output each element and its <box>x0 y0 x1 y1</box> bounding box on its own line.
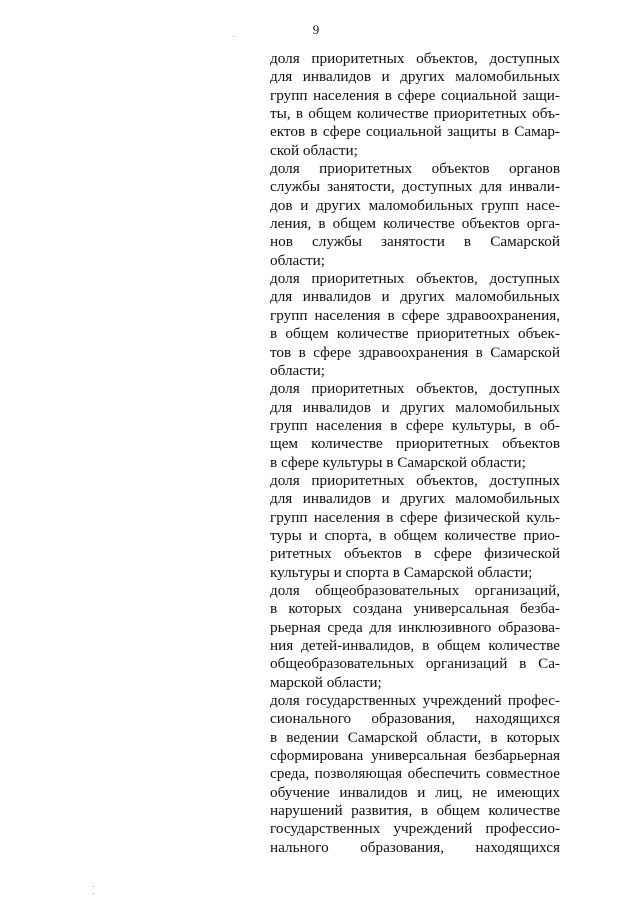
text-line: групп населения в сфере социальной защи- <box>270 86 560 104</box>
text-line: государственных учреждений профессио- <box>270 820 560 838</box>
text-line: нов службы занятости в Самарской <box>270 233 560 251</box>
text-line: доля приоритетных объектов, доступных <box>270 50 560 67</box>
text-line: для инвалидов и других маломобильных <box>270 398 560 416</box>
text-line: рьерная среда для инклюзивного образова- <box>270 618 560 636</box>
text-line: обучение инвалидов и лиц, не имеющих <box>270 783 560 801</box>
text-line: для инвалидов и других маломобильных <box>270 490 560 508</box>
text-line: доля государственных учреждений профес- <box>270 692 560 710</box>
text-line: в ведении Самарской области, в которых <box>270 728 560 746</box>
text-line: туры и спорта, в общем количестве прио- <box>270 526 560 544</box>
scan-speck <box>93 893 94 894</box>
text-line: ектов в сфере социальной защиты в Самар- <box>270 123 560 141</box>
text-line: для инвалидов и других маломобильных <box>270 68 560 86</box>
text-line: области; <box>270 251 325 269</box>
text-line: тов в сфере здравоохранения в Самарской <box>270 343 560 361</box>
text-line: сионального образования, находящихся <box>270 710 560 728</box>
text-line: групп населения в сфере культуры, в об- <box>270 416 560 434</box>
text-line: групп населения в сфере здравоохранения, <box>270 306 560 324</box>
text-line: службы занятости, доступных для инвали- <box>270 178 560 196</box>
text-line: ритетных объектов в сфере физической <box>270 545 560 563</box>
text-line: в общем количестве приоритетных объек- <box>270 325 560 343</box>
text-line: ты, в общем количестве приоритетных объ- <box>270 105 560 123</box>
text-line: в сфере культуры в Самарской области; <box>270 453 526 471</box>
text-line: сформирована универсальная безбарьерная <box>270 747 560 765</box>
text-line: марской области; <box>270 673 382 691</box>
text-line: нального образования, находящихся <box>270 838 560 856</box>
scan-speck <box>233 36 234 37</box>
text-line: ния детей-инвалидов, в общем количестве <box>270 637 560 654</box>
page-number: 9 <box>312 22 320 37</box>
text-line: в которых создана универсальная безба- <box>270 600 560 618</box>
text-line: ской области; <box>270 141 358 159</box>
text-line: доля приоритетных объектов органов <box>270 160 560 178</box>
text-line: групп населения в сфере физической куль- <box>270 508 560 526</box>
text-line: дов и других маломобильных групп насе- <box>270 196 560 214</box>
text-line: доля приоритетных объектов, доступных <box>270 380 560 398</box>
text-line: для инвалидов и других маломобильных <box>270 288 560 306</box>
scan-speck <box>93 886 94 887</box>
text-line: области; <box>270 361 325 379</box>
text-line: доля приоритетных объектов, доступных <box>270 270 560 288</box>
text-line: культуры и спорта в Самарской области; <box>270 563 533 581</box>
text-line: нарушений развития, в общем количестве <box>270 802 560 820</box>
text-line: ления, в общем количестве объектов орга- <box>270 215 560 233</box>
text-line: общеобразовательных организаций в Са- <box>270 655 560 673</box>
text-line: доля приоритетных объектов, доступных <box>270 471 560 489</box>
body-text <box>270 50 560 857</box>
text-line: доля общеобразовательных организаций, <box>270 581 560 599</box>
text-line: щем количестве приоритетных объектов <box>270 435 560 453</box>
text-line: среда, позволяющая обеспечить совместное <box>270 765 560 783</box>
